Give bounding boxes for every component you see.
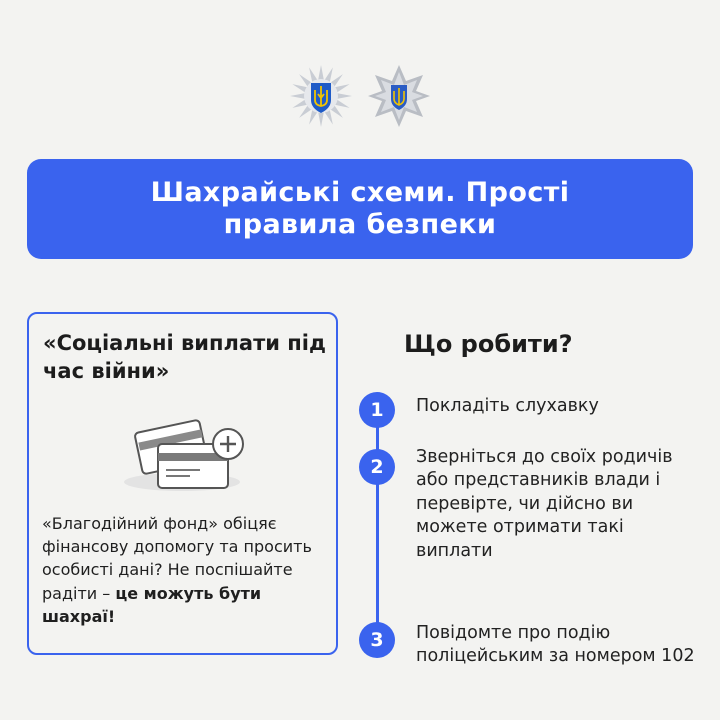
emblems-row [0,64,720,128]
ministry-emblem-icon [289,64,353,128]
step-text-3: Повідомте про подію поліцейським за номером 102 [416,623,695,667]
card-title: «Соціальні виплати під час війни» [43,331,326,383]
card-text-regular: «Благодійний фонд» обіцяє фінансову допомогу та просить особисті дані? Не поспішайте радіти – [42,514,312,603]
step-text-2: Зверніться до своїх родичів або представників влади і перевірте, чи дійсно ви можете отримати такі виплати [416,447,673,561]
step-number-3: 3 [359,622,395,658]
step-number-1: 1 [359,392,395,428]
police-emblem-icon [367,64,431,128]
steps-heading: Що робити? [404,330,573,358]
title-banner [27,159,693,259]
card-text-bold: це можуть бути шахраї! [42,583,262,626]
step-text-1: Покладіть слухавку [416,396,599,416]
page-title: Шахрайські схеми. Прості правила безпеки [150,176,570,240]
timeline-line [376,408,379,640]
step-number-2: 2 [359,449,395,485]
card-description [42,512,334,628]
credit-cards-icon [120,410,250,492]
